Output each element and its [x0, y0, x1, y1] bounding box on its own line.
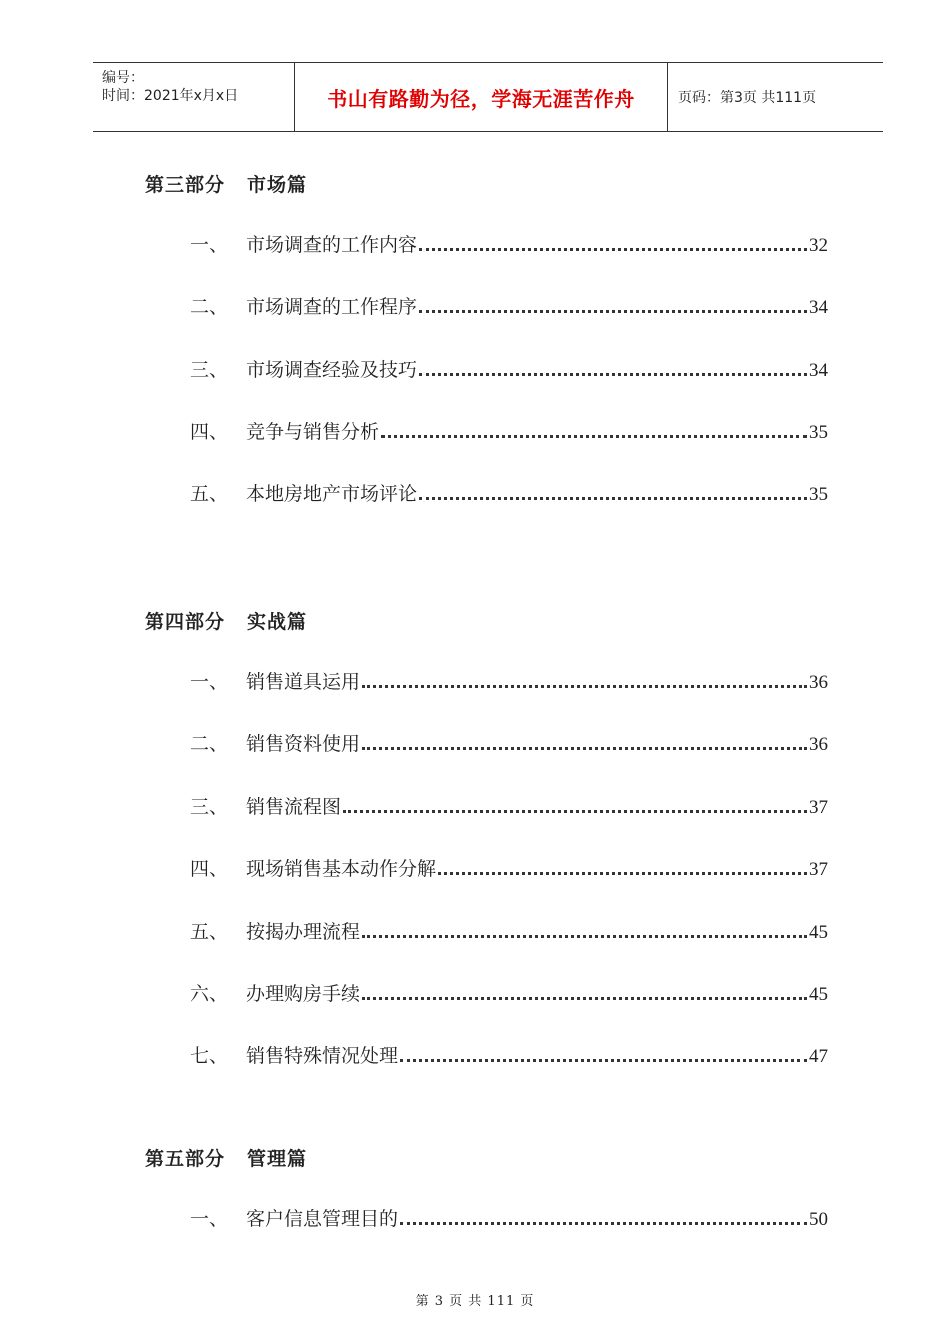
page-header — [93, 62, 883, 132]
toc-entry[interactable] — [190, 292, 828, 322]
section-title — [145, 607, 307, 634]
toc-leader-dots — [419, 247, 807, 251]
section-name: 实战篇 — [247, 611, 308, 633]
toc-number: 一、 — [190, 1208, 229, 1230]
toc-number: 一、 — [190, 671, 229, 693]
toc-entry[interactable] — [190, 479, 828, 509]
toc-leader-dots — [438, 871, 807, 875]
toc-number: 七、 — [190, 1045, 229, 1067]
toc-entry[interactable] — [190, 667, 828, 697]
toc-number: 五、 — [190, 921, 229, 943]
toc-title: 销售特殊情况处理 — [246, 1045, 399, 1067]
toc-entry[interactable] — [190, 979, 828, 1009]
toc-page-number: 47 — [809, 1046, 828, 1067]
toc-title: 按揭办理流程 — [246, 921, 361, 943]
toc-leader-dots — [419, 496, 807, 500]
toc-page-number: 45 — [809, 922, 828, 943]
toc-page-number: 32 — [809, 235, 828, 256]
toc-number: 四、 — [190, 858, 229, 880]
toc-title: 现场销售基本动作分解 — [246, 858, 437, 880]
section-part: 第三部分 — [145, 174, 226, 196]
toc-entry[interactable] — [190, 230, 828, 260]
toc-title: 竞争与销售分析 — [246, 421, 380, 443]
toc-title: 客户信息管理目的 — [246, 1208, 399, 1230]
toc-leader-dots — [343, 809, 807, 813]
toc-entry[interactable] — [190, 355, 828, 385]
code-label: 编号： — [102, 70, 144, 86]
toc-entry[interactable] — [190, 417, 828, 447]
section-name: 市场篇 — [247, 174, 308, 196]
header-page-cell — [668, 63, 883, 131]
page-footer: 第 3 页 共 111 页 — [415, 1294, 535, 1309]
toc-title: 市场调查经验及技巧 — [246, 359, 418, 381]
toc-leader-dots — [400, 1058, 807, 1062]
toc-leader-dots — [400, 1221, 807, 1225]
toc-number: 三、 — [190, 359, 229, 381]
toc-entry[interactable] — [190, 1041, 828, 1071]
toc-entry[interactable] — [190, 1204, 828, 1234]
page-label: 页码：第3页 共111页 — [678, 90, 817, 106]
toc-number: 四、 — [190, 421, 229, 443]
toc-page-number: 37 — [809, 859, 828, 880]
toc-entry[interactable] — [190, 917, 828, 947]
toc-entry[interactable] — [190, 729, 828, 759]
toc-number: 二、 — [190, 296, 229, 318]
toc-page-number: 45 — [809, 984, 828, 1005]
toc-leader-dots — [362, 684, 807, 688]
toc-entry[interactable] — [190, 792, 828, 822]
toc-leader-dots — [419, 309, 807, 313]
toc-leader-dots — [362, 934, 807, 938]
toc-page-number: 34 — [809, 360, 828, 381]
section-name: 管理篇 — [247, 1148, 308, 1170]
header-meta-cell — [93, 63, 295, 131]
toc-title: 销售资料使用 — [246, 733, 361, 755]
toc-page-number: 35 — [809, 484, 828, 505]
toc-number: 六、 — [190, 983, 229, 1005]
time-label: 时间：2021年x月x日 — [102, 88, 239, 104]
toc-page-number: 36 — [809, 734, 828, 755]
toc-number: 五、 — [190, 483, 229, 505]
toc-title: 办理购房手续 — [246, 983, 361, 1005]
section-title — [145, 170, 307, 197]
toc-title: 市场调查的工作程序 — [246, 296, 418, 318]
toc-title: 销售流程图 — [246, 796, 342, 818]
toc-title: 市场调查的工作内容 — [246, 234, 418, 256]
section-part: 第五部分 — [145, 1148, 226, 1170]
toc-leader-dots — [362, 996, 807, 1000]
toc-number: 三、 — [190, 796, 229, 818]
section-title — [145, 1144, 307, 1171]
section-part: 第四部分 — [145, 611, 226, 633]
toc-title: 本地房地产市场评论 — [246, 483, 418, 505]
toc-page-number: 36 — [809, 672, 828, 693]
toc-leader-dots — [419, 372, 807, 376]
toc-page-number: 37 — [809, 797, 828, 818]
toc-page-number: 35 — [809, 422, 828, 443]
toc-title: 销售道具运用 — [246, 671, 361, 693]
toc-leader-dots — [381, 434, 807, 438]
toc-page-number: 50 — [809, 1209, 828, 1230]
header-motto-cell — [295, 63, 668, 131]
toc-entry[interactable] — [190, 854, 828, 884]
toc-number: 一、 — [190, 234, 229, 256]
motto: 书山有路勤为径，学海无涯苦作舟 — [327, 86, 635, 111]
toc-number: 二、 — [190, 733, 229, 755]
toc-leader-dots — [362, 746, 807, 750]
toc-page-number: 34 — [809, 297, 828, 318]
